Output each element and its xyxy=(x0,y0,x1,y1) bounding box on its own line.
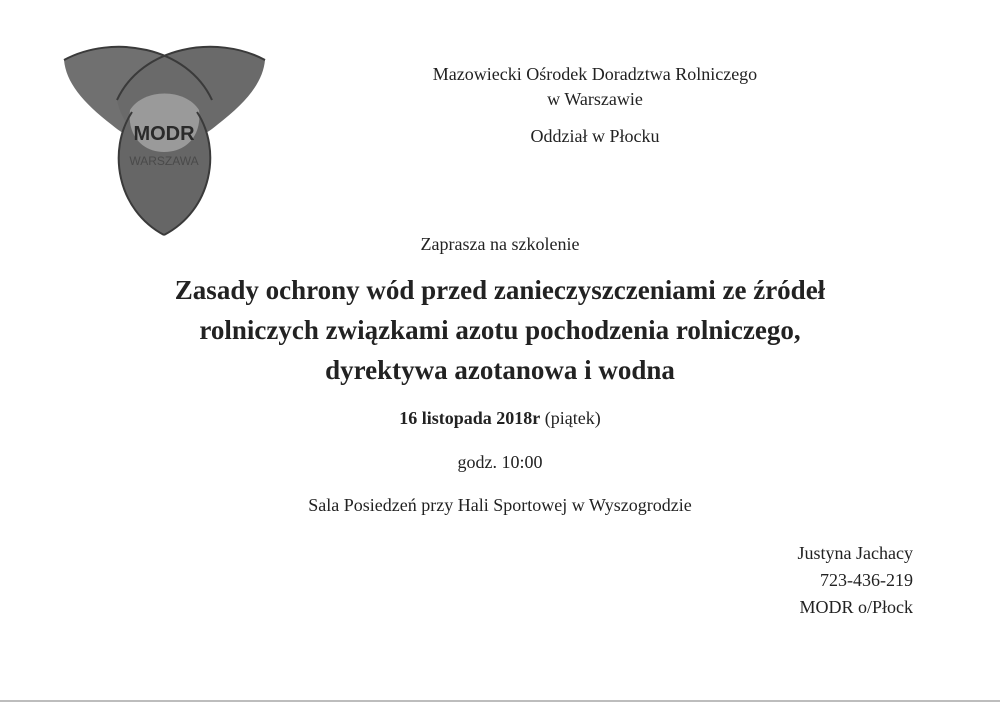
logo-graphic xyxy=(52,40,277,240)
invitation-text: Zaprasza na szkolenie xyxy=(420,234,580,254)
organization-header xyxy=(380,62,810,149)
title-line3: dyrektywa azotanowa i wodna xyxy=(325,355,675,385)
logo-text: MODR xyxy=(133,123,195,145)
contact-block xyxy=(798,540,913,621)
contact-name: Justyna Jachacy xyxy=(797,543,913,563)
contact-phone: 723-436-219 xyxy=(820,570,913,590)
contact-office: MODR o/Płock xyxy=(799,597,913,617)
title-line2: rolniczych związkami azotu pochodzenia rolniczego, xyxy=(199,315,801,345)
event-date-value: 16 listopada 2018r xyxy=(399,408,541,428)
org-name-line1: Mazowiecki Ośrodek Doradztwa Rolniczego xyxy=(432,64,758,84)
training-title xyxy=(60,270,940,390)
org-branch: Oddział w Płocku xyxy=(530,126,660,146)
event-weekday: (piątek) xyxy=(544,408,601,428)
modr-logo xyxy=(52,40,277,240)
bottom-divider xyxy=(0,700,1000,702)
title-line1: Zasady ochrony wód przed zanieczyszczeniami ze źródeł xyxy=(174,275,826,305)
org-name-line2: w Warszawie xyxy=(547,89,643,109)
event-venue: Sala Posiedzeń przy Hali Sportowej w Wyszogrodzie xyxy=(308,495,692,515)
event-time: godz. 10:00 xyxy=(457,452,543,472)
logo-subtext: WARSZAWA xyxy=(129,154,199,168)
event-date xyxy=(0,408,1000,429)
